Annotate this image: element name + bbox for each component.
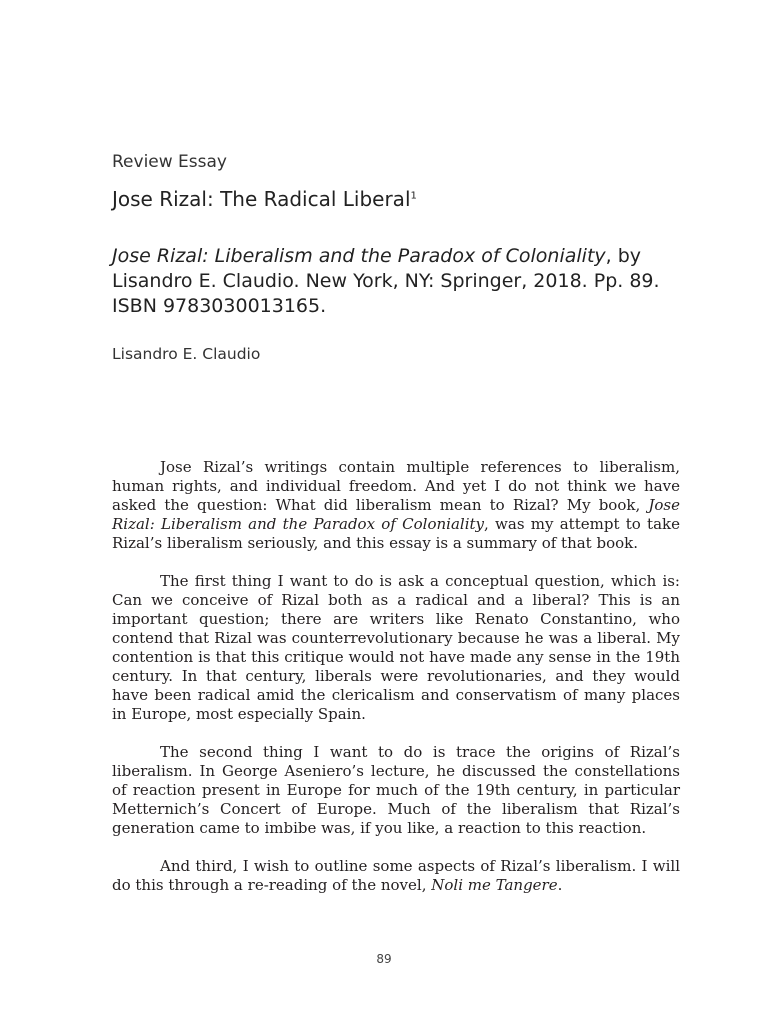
essay-title [112, 187, 417, 211]
paragraph-4-text-b: . [557, 876, 563, 894]
paragraph-4-novel-title: Noli me Tangere [431, 876, 558, 894]
section-label: Review Essay [112, 152, 227, 172]
paragraph-1-book-title: Jose Rizal: Liberalism and the Paradox of Coloniality [112, 496, 680, 533]
essay-body [112, 458, 680, 914]
book-title: Jose Rizal: Liberalism and the Paradox of Coloniality [112, 245, 606, 267]
paragraph-2: The first thing I want to do is ask a conceptual question, which is: Can we conceive of Rizal both as a radical and a liberal? This is an important question; there are writers like Renato Constantino, who contend that Rizal was counterrevolutionary because he was a liberal. My contention is that this critique would not have made any sense in the 19th century. In that century, liberals were revolutionaries, and they would have been radical amid the clericalism and conservatism of many places in Europe, most especially Spain. [112, 572, 680, 723]
paragraph-4 [112, 857, 680, 895]
book-citation: , by Lisandro E. Claudio. New York, NY: Springer, 2018. Pp. 89. ISBN 9783030013165. [112, 245, 660, 317]
paragraph-4-text-a: And third, I wish to outline some aspects of Rizal’s liberalism. I will do this through a re-reading of the novel, [112, 857, 680, 894]
page-number: 89 [376, 952, 392, 966]
paragraph-3: The second thing I want to do is trace the origins of Rizal’s liberalism. In George Aseniero’s lecture, he discussed the constellations of reaction present in Europe for much of the 19th century, in particular Metternich’s Concert of Europe. Much of the liberalism that Rizal’s generation came to imbibe was, if you like, a reaction to this reaction. [112, 743, 680, 837]
paragraph-1-text-a: Jose Rizal’s writings contain multiple references to liberalism, human rights, and individual freedom. And yet I do not think we have asked the question: What did liberalism mean to Rizal? My book, [112, 458, 680, 514]
author-name: Lisandro E. Claudio [112, 345, 261, 363]
book-reference [112, 244, 682, 319]
essay-title-text: Jose Rizal: The Radical Liberal [112, 187, 411, 211]
paragraph-1 [112, 458, 680, 553]
footnote-marker[interactable]: 1 [410, 190, 417, 202]
paragraph-1-text-b: , was my attempt to take Rizal’s liberalism seriously, and this essay is a summary of that book. [112, 515, 680, 552]
